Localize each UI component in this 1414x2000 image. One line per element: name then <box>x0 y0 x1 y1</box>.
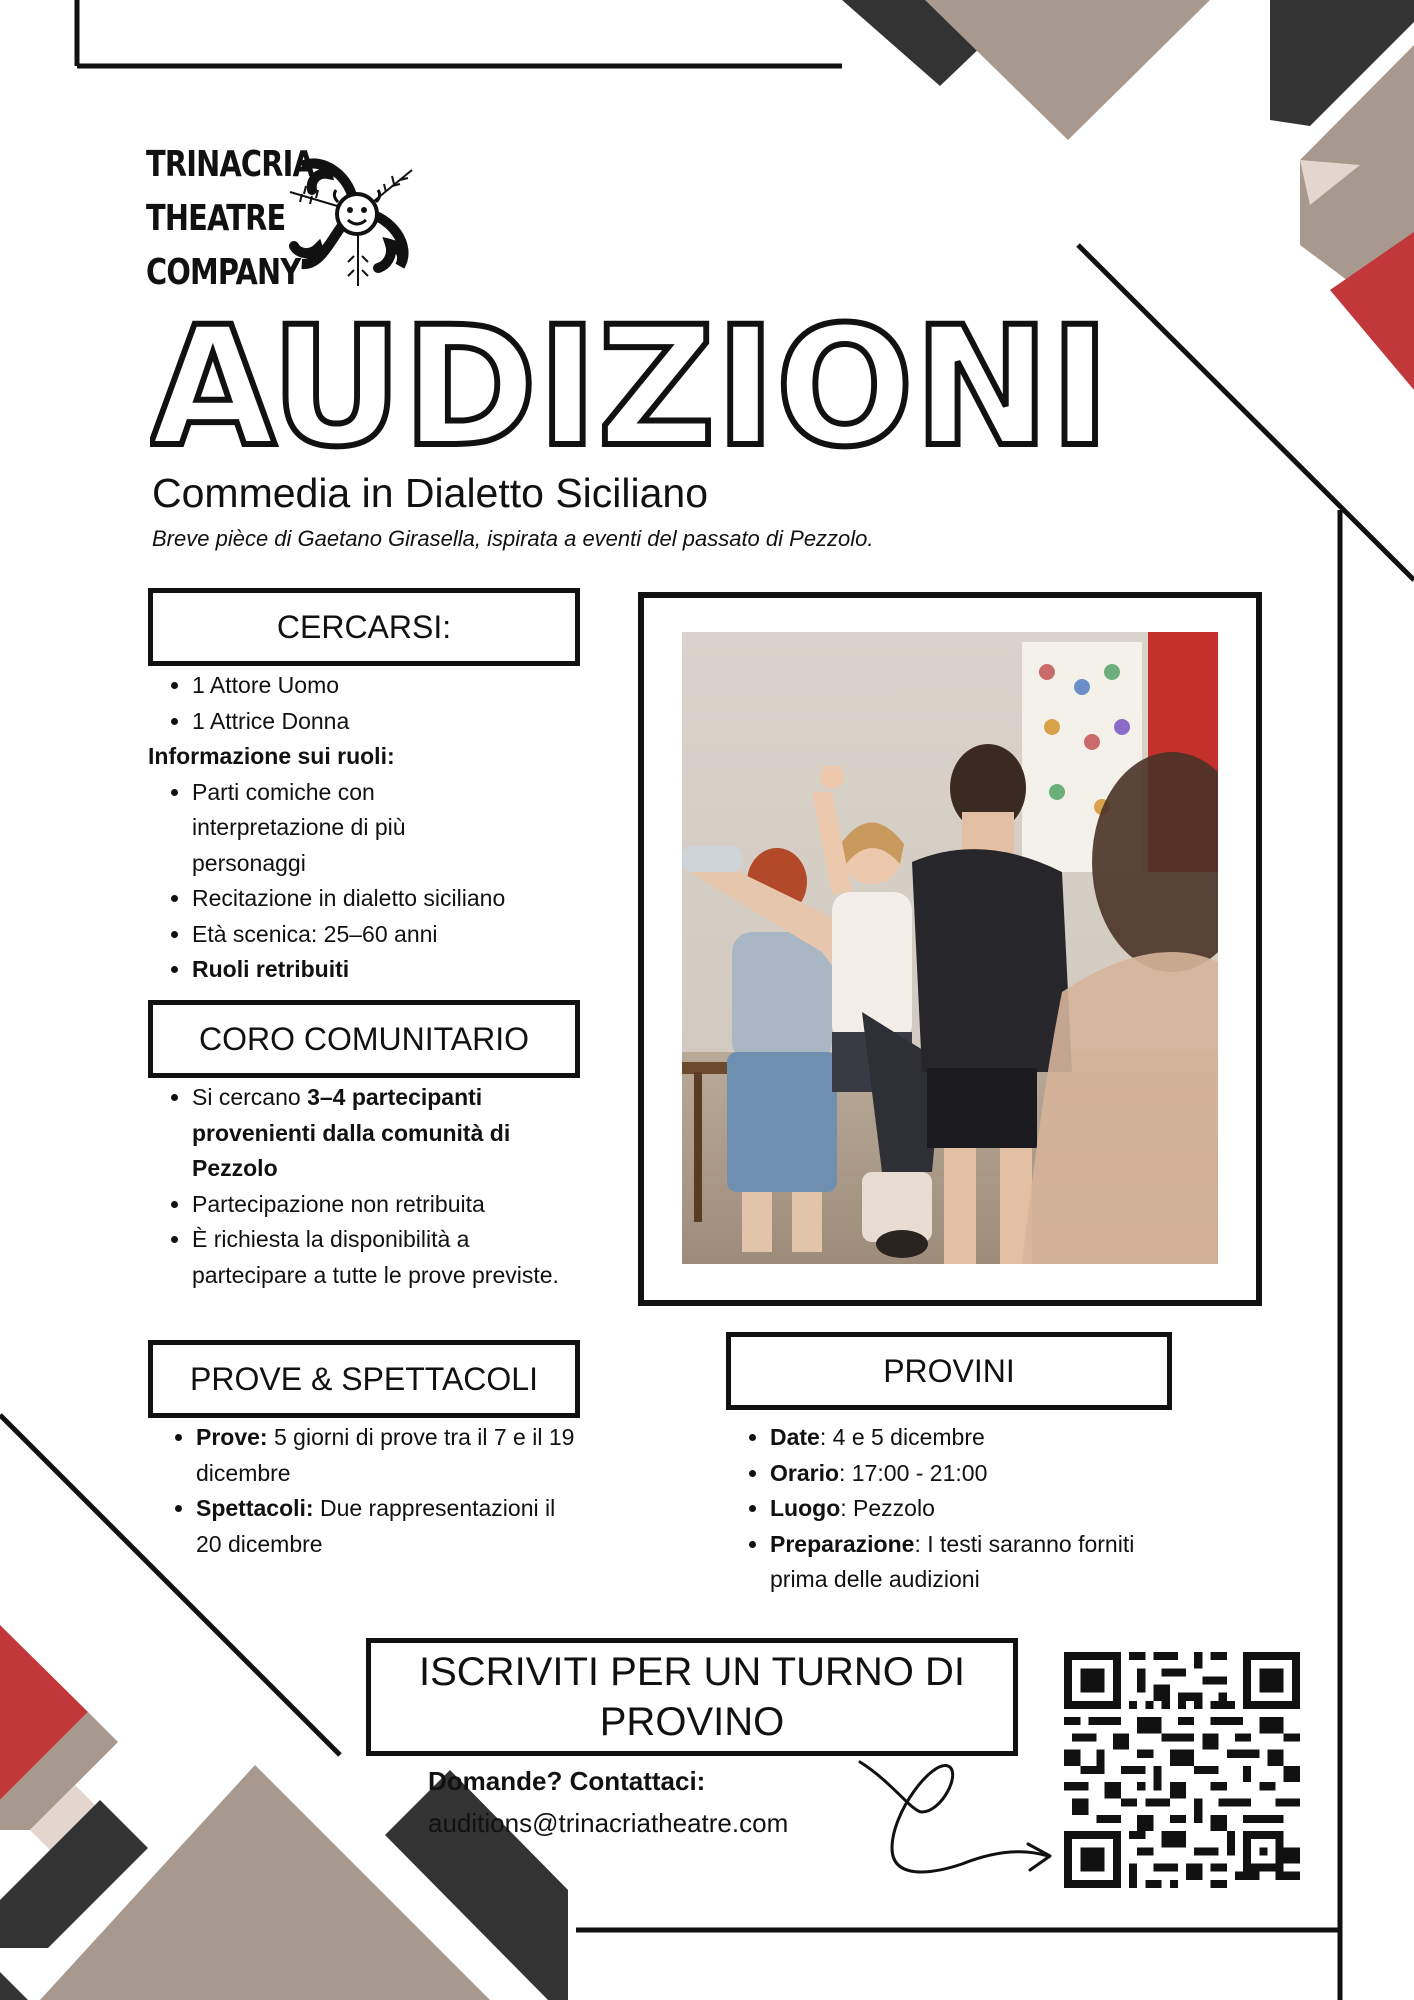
role-item: • 1 Attrice Donna <box>192 704 618 740</box>
signup-call-to-action[interactable] <box>366 1638 1018 1756</box>
role-info-item: • Recitazione in dialetto siciliano <box>192 881 618 917</box>
coro-item-prefix: Si cercano <box>192 1084 308 1110</box>
coro-section <box>148 1080 598 1293</box>
cercarsi-heading: CERCARSI: <box>148 588 580 666</box>
orario-label: Orario <box>770 1459 840 1486</box>
arrow-icon <box>852 1752 1062 1892</box>
cta-line1: ISCRIVITI PER UN TURNO DI <box>419 1650 965 1694</box>
luogo-text: : Pezzolo <box>840 1495 935 1521</box>
coro-item: • Partecipazione non retribuita <box>192 1187 598 1223</box>
subtitle: Commedia in Dialetto Siciliano <box>152 470 709 516</box>
trinacria-emblem-icon <box>282 136 432 292</box>
headline-text: AUDIZIONI <box>150 318 1110 458</box>
luogo-label: Luogo <box>770 1495 841 1521</box>
provini-date-item <box>770 1420 1176 1456</box>
coro-item <box>192 1080 572 1187</box>
orario-text: : 17:00 - 21:00 <box>839 1459 988 1486</box>
cercarsi-section <box>148 668 618 988</box>
roles-info-heading: Informazione sui ruoli: <box>148 743 395 769</box>
contact-email[interactable]: auditions@trinacriatheatre.com <box>428 1808 789 1838</box>
coro-heading: CORO COMUNITARIO <box>148 1000 580 1078</box>
provini-prep-item <box>770 1527 1150 1598</box>
prep-text: : I testi saranno forniti prima delle audizioni <box>770 1530 1135 1592</box>
date-text: : 4 e 5 dicembre <box>819 1424 985 1450</box>
tagline: Breve pièce di Gaetano Girasella, ispirata a eventi del passato di Pezzolo. <box>152 526 874 551</box>
prep-label: Preparazione <box>770 1530 915 1557</box>
company-name-line2: THEATRE <box>146 198 286 239</box>
date-label: Date <box>770 1424 820 1450</box>
role-item: • 1 Attore Uomo <box>192 668 618 704</box>
company-name-line1: TRINACRIA <box>146 144 315 185</box>
prove-heading: PROVE & SPETTACOLI <box>148 1340 580 1418</box>
provini-section <box>726 1420 1176 1598</box>
provini-heading: PROVINI <box>726 1332 1172 1410</box>
spettacoli-text: Due rappresentazioni il 20 dicembre <box>196 1495 556 1557</box>
cta-line2: PROVINO <box>599 1700 785 1744</box>
spettacoli-label: Spettacoli: <box>196 1495 314 1521</box>
paid-roles-item: • Ruoli retribuiti <box>192 952 618 988</box>
contact-question: Domande? Contattaci: <box>428 1766 706 1796</box>
company-name-line3: COMPANY <box>146 252 301 293</box>
provini-orario-item <box>770 1456 1176 1492</box>
coro-item-bold: 3–4 partecipanti provenienti dalla comunità di Pezzolo <box>192 1084 511 1181</box>
qr-code-icon[interactable] <box>1064 1652 1300 1888</box>
prove-item <box>196 1420 582 1491</box>
rehearsal-photo <box>682 632 1218 1264</box>
role-info-item: • Età scenica: 25–60 anni <box>192 917 618 953</box>
prove-label: Prove: <box>196 1424 268 1450</box>
coro-item: • È richiesta la disponibilità a partecipare a tutte le prove previste. <box>192 1222 572 1293</box>
spettacoli-item <box>196 1491 582 1562</box>
role-info-item: • Parti comiche con interpretazione di più personaggi <box>192 775 452 882</box>
prove-text: 5 giorni di prove tra il 7 e il 19 dicembre <box>196 1424 575 1486</box>
prove-section <box>152 1420 582 1562</box>
headline <box>150 318 1110 458</box>
provini-luogo-item <box>770 1491 1176 1527</box>
